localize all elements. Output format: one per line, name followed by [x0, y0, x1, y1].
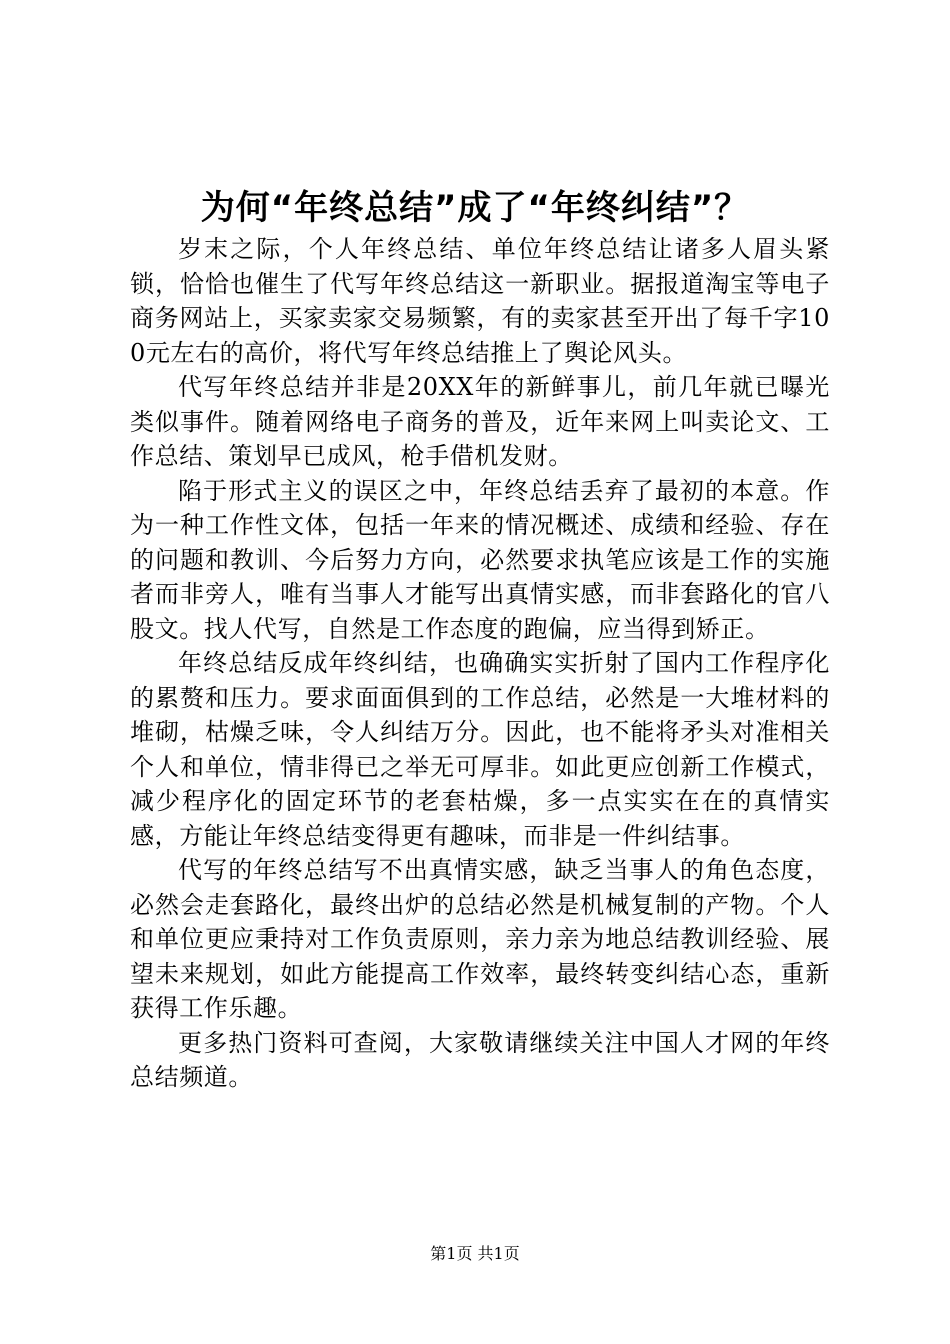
paragraph-2: 代写年终总结并非是20XX年的新鲜事儿，前几年就已曝光类似事件。随着网络电子商务的普及，近年来网上叫卖论文、工作总结、策划早已成风，枪手借机发财。	[130, 373, 830, 470]
paragraph-6: 更多热门资料可查阅，大家敬请继续关注中国人才网的年终总结频道。	[130, 1028, 830, 1091]
paragraph-5: 代写的年终总结写不出真情实感，缺乏当事人的角色态度，必然会走套路化，最终出炉的总结必然是机械复制的产物。个人和单位更应秉持对工作负责原则，亲力亲为地总结教训经验、展望未来规划，如此方能提高工作效率，最终转变纠结心态，重新获得工作乐趣。	[130, 856, 830, 1022]
page-number-footer: 第1页 共1页	[430, 1244, 520, 1263]
paragraph-1: 岁末之际，个人年终总结、单位年终总结让诸多人眉头紧锁，恰恰也催生了代写年终总结这一新职业。据报道淘宝等电子商务网站上，买家卖家交易频繁，有的卖家甚至开出了每千字100元左右的高价，将代写年终总结推上了舆论风头。	[130, 235, 830, 367]
paragraph-4: 年终总结反成年终纠结，也确确实实折射了国内工作程序化的累赘和压力。要求面面俱到的工作总结，必然是一大堆材料的堆砌，枯燥乏味，令人纠结万分。因此，也不能将矛头对准相关个人和单位，情非得已之举无可厚非。如此更应创新工作模式，减少程序化的固定环节的老套枯燥，多一点实实在在的真情实感，方能让年终总结变得更有趣味，而非是一件纠结事。	[130, 649, 830, 850]
document-title: 为何“年终总结”成了“年终纠结”？	[200, 188, 750, 228]
document-body	[130, 232, 830, 1095]
paragraph-3: 陷于形式主义的误区之中，年终总结丢弃了最初的本意。作为一种工作性文体，包括一年来的情况概述、成绩和经验、存在的问题和教训、今后努力方向，必然要求执笔应该是工作的实施者而非旁人，唯有当事人才能写出真情实感，而非套路化的官八股文。找人代写，自然是工作态度的跑偏，应当得到矫正。	[130, 476, 830, 643]
